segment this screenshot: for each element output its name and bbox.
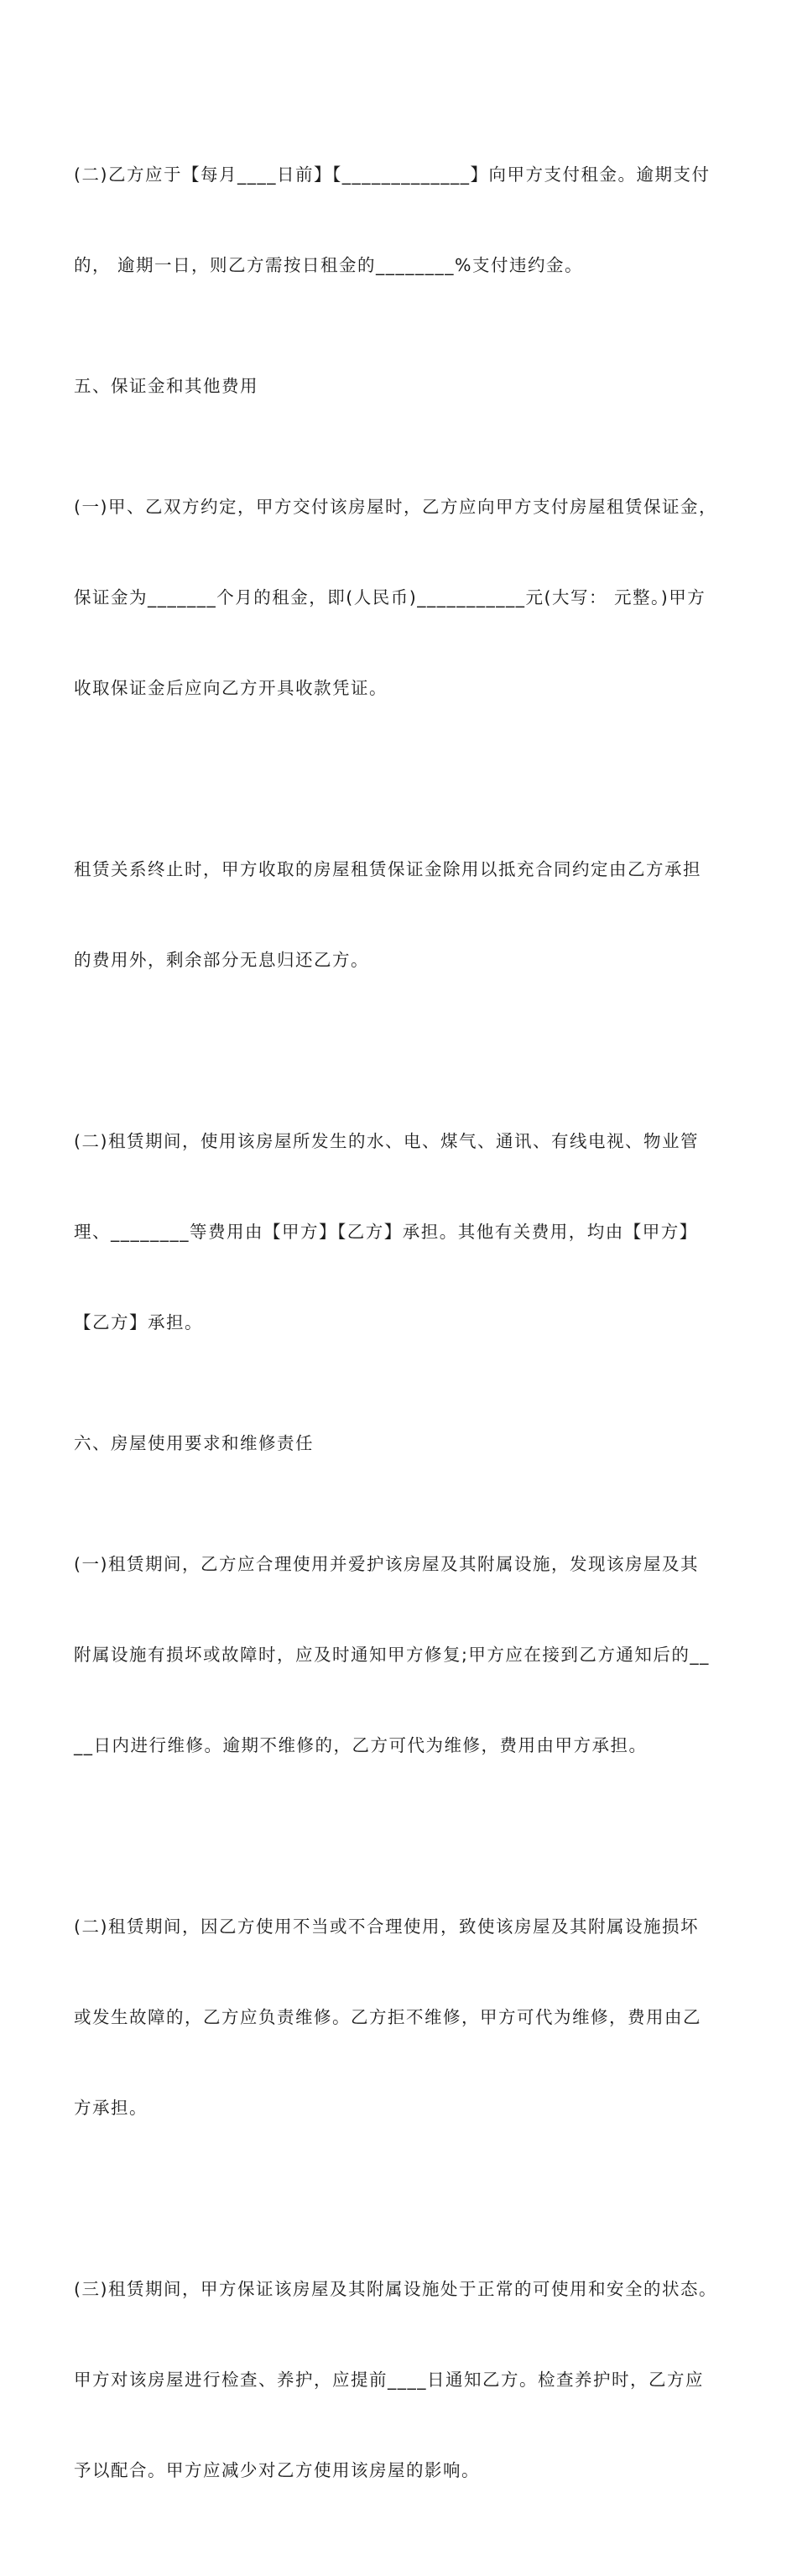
clause-repair-tenant: [74, 1851, 728, 2183]
text-line: (一)甲、乙双方约定，甲方交付该房屋时，乙方应向甲方支付房屋租赁保证金，: [74, 497, 717, 517]
clause-rent-payment: [74, 99, 728, 341]
text-line: (二)乙方应于【每月____日前】【_____________】向甲方支付租金。逾期支付: [74, 164, 711, 185]
text-line: 附属设施有损坏或故障时，应及时通知甲方修复;甲方应在接到乙方通知后的__: [74, 1645, 710, 1665]
section-heading-text: 五、保证金和其他费用: [74, 376, 258, 396]
text-line: 甲方对该房屋进行检查、养护，应提前____日通知乙方。检查养护时，乙方应: [74, 2370, 704, 2390]
clause-deposit-amount: [74, 431, 728, 764]
text-line: (一)租赁期间，乙方应合理使用并爱护该房屋及其附属设施，发现该房屋及其: [74, 1554, 699, 1574]
section-heading-text: 六、房屋使用要求和维修责任: [74, 1433, 314, 1453]
text-line: 的费用外，剩余部分无息归还乙方。: [74, 950, 369, 970]
text-line: 租赁关系终止时，甲方收取的房屋租赁保证金除用以抵充合同约定由乙方承担: [74, 859, 701, 879]
clause-repair-landlord: [74, 1489, 728, 1821]
text-line: (三)租赁期间，甲方保证该房屋及其附属设施处于正常的可使用和安全的状态。: [74, 2279, 717, 2299]
text-line: (二)租赁期间，使用该房屋所发生的水、电、煤气、通讯、有线电视、物业管: [74, 1131, 699, 1151]
text-line: 予以配合。甲方应减少对乙方使用该房屋的影响。: [74, 2460, 480, 2480]
document-body: [74, 99, 728, 2576]
section-heading-usage-repair: [74, 1428, 728, 1458]
text-line: 或发生故障的，乙方应负责维修。乙方拒不维修，甲方可代为维修，费用由乙: [74, 2007, 701, 2027]
clause-deposit-return: [74, 794, 728, 1035]
text-line: __日内进行维修。逾期不维修的，乙方可代为维修，费用由甲方承担。: [74, 1735, 648, 1755]
text-line: 方承担。: [74, 2098, 148, 2118]
section-heading-deposit: [74, 371, 728, 401]
clause-other-fees: [74, 1066, 728, 1398]
text-line: 的， 逾期一日，则乙方需按日租金的________%支付违约金。: [74, 255, 583, 275]
text-line: 保证金为_______个月的租金，即(人民币)___________元(大写： 元整。)甲方: [74, 587, 706, 607]
text-line: 【乙方】承担。: [74, 1312, 203, 1332]
text-line: 理、________等费用由【甲方】【乙方】承担。其他有关费用，均由【甲方】: [74, 1222, 698, 1242]
text-line: (二)租赁期间，因乙方使用不当或不合理使用，致使该房屋及其附属设施损坏: [74, 1916, 699, 1937]
clause-inspection: [74, 2214, 728, 2546]
text-line: 收取保证金后应向乙方开具收款凭证。: [74, 678, 388, 698]
